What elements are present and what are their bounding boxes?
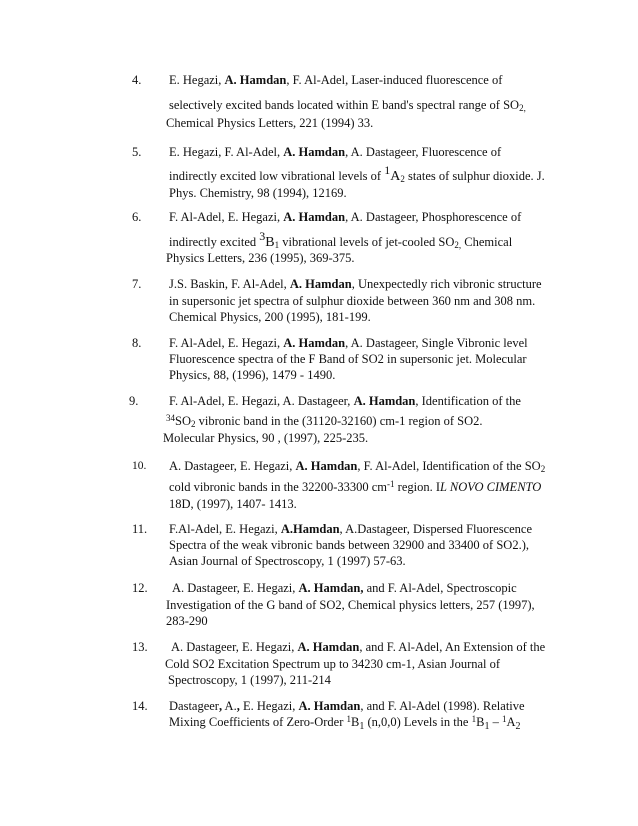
reference-line-2: Mixing Coefficients of Zero-Order $^1B_1$ (n,0,0) Levels in the $^1B_1 - ^1A_2$ (169, 713, 521, 732)
reference-line-1: A. Dastageer, E. Hegazi, A. Hamdan, and F. Al-Adel, An Extension of the (171, 640, 546, 654)
reference-line-3: Asian Journal of Spectroscopy, 1 (1997) 57-63. (169, 554, 406, 568)
reference-number: 11. (132, 522, 148, 536)
reference-line-2: Cold SO2 Excitation Spectrum up to 34230 cm-1, Asian Journal of (165, 657, 501, 671)
reference-line-1: Dastageer, A., E. Hegazi, A. Hamdan, and F. Al-Adel (1998). Relative (169, 699, 525, 713)
reference-line-3: Chemical Physics Letters, 221 (1994) 33. (166, 116, 374, 130)
reference-line-2: in supersonic jet spectra of sulphur dioxide between 360 nm and 308 nm. (169, 294, 536, 308)
reference-number: 7. (132, 277, 142, 291)
reference-number: 9. (129, 394, 139, 408)
reference-number: 5. (132, 145, 142, 159)
reference-number: 12. (132, 581, 148, 595)
reference-line-3: Physics Letters, 236 (1995), 369-375. (166, 251, 355, 265)
reference-line-2: selectively excited bands located within E band's spectral range of $SO_{2,}$ (169, 98, 526, 114)
reference-number: 6. (132, 210, 142, 224)
reference-line-2: indirectly excited $3B_1$ vibrational levels of jet-cooled $SO_{2,}$ Chemical (169, 229, 513, 251)
reference-line-2: cold vibronic bands in the 32200-33300 $cm^{-1}$ region. IL NOVO CIMENTO (169, 478, 542, 494)
reference-line-2: Fluorescence spectra of the F Band of SO2 in supersonic jet. Molecular (169, 352, 527, 366)
reference-line-1: A. Dastageer, E. Hegazi, A. Hamdan, F. Al-Adel, Identification of the $SO_2$ (169, 459, 546, 475)
reference-line-1: F. Al-Adel, E. Hegazi, A. Hamdan, A. Dastageer, Single Vibronic level (169, 336, 528, 350)
reference-line-2: Spectra of the weak vibronic bands between 32900 and 33400 of SO2.), (169, 538, 529, 552)
reference-number: 8. (132, 336, 142, 350)
reference-number: 13. (132, 640, 148, 654)
reference-line-2: indirectly excited low vibrational levels of $1A_2$ states of sulphur dioxide. J. (169, 163, 545, 185)
reference-line-1: F. Al-Adel, E. Hegazi, A. Dastageer, A. Hamdan, Identification of the (169, 394, 521, 408)
reference-number: 4. (132, 73, 142, 87)
reference-line-3: Spectroscopy, 1 (1997), 211-214 (168, 673, 331, 687)
reference-line-3: 283-290 (166, 614, 208, 628)
reference-line-3: Phys. Chemistry, 98 (1994), 12169. (169, 186, 347, 200)
reference-line-1: F. Al-Adel, E. Hegazi, A. Hamdan, A. Dastageer, Phosphorescence of (169, 210, 522, 224)
reference-line-1: J.S. Baskin, F. Al-Adel, A. Hamdan, Unexpectedly rich vibronic structure (169, 277, 542, 291)
reference-number: 10. (132, 460, 147, 472)
reference-line-2: $^{34}SO_2$ vibronic band in the (31120-32160) cm-1 region of SO2. (166, 412, 483, 430)
reference-line-3: Physics, 88, (1996), 1479 - 1490. (169, 368, 336, 382)
reference-line-1: A. Dastageer, E. Hegazi, A. Hamdan, and F. Al-Adel, Spectroscopic (172, 581, 517, 595)
reference-line-3: Chemical Physics, 200 (1995), 181-199. (169, 310, 371, 324)
reference-line-1: E. Hegazi, A. Hamdan, F. Al-Adel, Laser-induced fluorescence of (169, 73, 503, 87)
reference-line-3: Molecular Physics, 90 , (1997), 225-235. (163, 431, 369, 445)
reference-line-1: E. Hegazi, F. Al-Adel, A. Hamdan, A. Dastageer, Fluorescence of (169, 145, 502, 159)
reference-line-3: 18D, (1997), 1407- 1413. (169, 497, 297, 511)
reference-line-2: Investigation of the G band of SO2, Chemical physics letters, 257 (1997), (166, 598, 535, 612)
reference-number: 14. (132, 699, 148, 713)
reference-line-1: F.Al-Adel, E. Hegazi, A.Hamdan, A.Dastageer, Dispersed Fluorescence (169, 522, 533, 536)
